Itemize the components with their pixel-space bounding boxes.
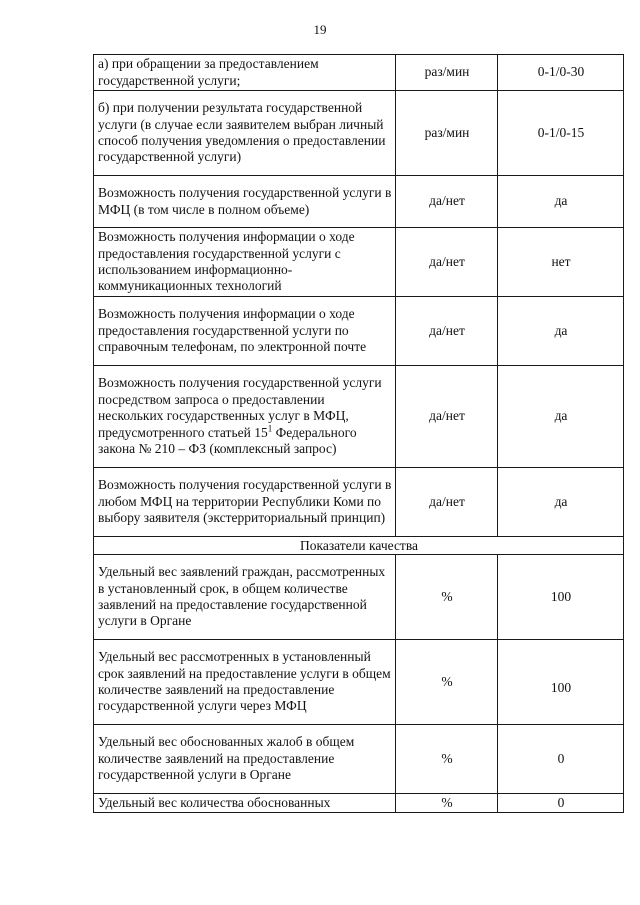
superscript: 1 bbox=[267, 423, 273, 434]
indicator-name-cell: Удельный вес количества обоснованных bbox=[94, 794, 396, 813]
table-row bbox=[94, 468, 624, 537]
value-cell: 0-1/0-30 bbox=[498, 55, 624, 91]
indicators-table bbox=[93, 54, 624, 813]
value-cell: 0 bbox=[498, 794, 624, 813]
indicator-name-cell: б) при получении результата государственной услуги (в случае если заявителем выбран личный способ получения уведомления о предоставлении государственной услуги) bbox=[94, 91, 396, 176]
table-row bbox=[94, 55, 624, 91]
table-row bbox=[94, 228, 624, 297]
unit-cell: раз/мин bbox=[396, 55, 498, 91]
value-cell: нет bbox=[498, 228, 624, 297]
indicator-name-cell: Удельный вес обоснованных жалоб в общем количестве заявлений на предоставление государственной услуги в Органе bbox=[94, 725, 396, 794]
indicator-name-cell: Возможность получения информации о ходе предоставления государственной услуги по справочным телефонам, по электронной почте bbox=[94, 297, 396, 366]
unit-cell: да/нет bbox=[396, 228, 498, 297]
section-title: Показатели качества bbox=[94, 537, 624, 555]
unit-cell: % bbox=[396, 725, 498, 794]
unit-cell: % bbox=[396, 794, 498, 813]
value-cell: да bbox=[498, 468, 624, 537]
unit-cell: раз/мин bbox=[396, 91, 498, 176]
section-row bbox=[94, 537, 624, 555]
indicator-name-cell: Удельный вес заявлений граждан, рассмотренных в установленный срок, в общем количестве заявлений на предоставление государственной услуги в Органе bbox=[94, 555, 396, 640]
indicator-name-text: Федерального закона № 210 – ФЗ (комплексный запрос) bbox=[98, 424, 357, 457]
indicator-name-cell: Возможность получения государственной услуги в МФЦ (в том числе в полном объеме) bbox=[94, 176, 396, 228]
indicator-name-cell: Возможность получения информации о ходе предоставления государственной услуги с использованием информационно-коммуникационных технологий bbox=[94, 228, 396, 297]
page-number: 19 bbox=[313, 22, 327, 37]
indicator-name-text: Возможность получения государственной услуги посредством запроса о предоставлении нескольких государственных услуг в МФЦ, предусмотренного статьей 15 bbox=[98, 375, 382, 440]
unit-cell: да/нет bbox=[396, 366, 498, 468]
unit-cell: да/нет bbox=[396, 297, 498, 366]
indicator-name-cell: Возможность получения государственной услуги в любом МФЦ на территории Республики Коми по выбору заявителя (экстерриториальный принцип) bbox=[94, 468, 396, 537]
value-text: 100 bbox=[550, 679, 572, 695]
value-cell: да bbox=[498, 366, 624, 468]
table-row bbox=[94, 297, 624, 366]
unit-cell: да/нет bbox=[396, 468, 498, 537]
table-row bbox=[94, 176, 624, 228]
table-row bbox=[94, 91, 624, 176]
table-row bbox=[94, 366, 624, 468]
table-row bbox=[94, 794, 624, 813]
value-cell: да bbox=[498, 176, 624, 228]
unit-cell: да/нет bbox=[396, 176, 498, 228]
value-cell: да bbox=[498, 297, 624, 366]
table-row bbox=[94, 725, 624, 794]
indicator-name-cell: а) при обращении за предоставлением государственной услуги; bbox=[94, 55, 396, 91]
value-cell: 0 bbox=[498, 725, 624, 794]
value-cell: 0-1/0-15 bbox=[498, 91, 624, 176]
table-row bbox=[94, 640, 624, 725]
unit-cell: % bbox=[396, 555, 498, 640]
value-cell: 100 bbox=[498, 555, 624, 640]
unit-cell: % bbox=[396, 640, 498, 725]
table-row bbox=[94, 555, 624, 640]
indicator-name-cell bbox=[94, 366, 396, 468]
indicator-name-cell: Удельный вес рассмотренных в установленный срок заявлений на предоставление услуги в общем количестве заявлений на предоставление государственной услуги через МФЦ bbox=[94, 640, 396, 725]
value-cell bbox=[498, 640, 624, 725]
